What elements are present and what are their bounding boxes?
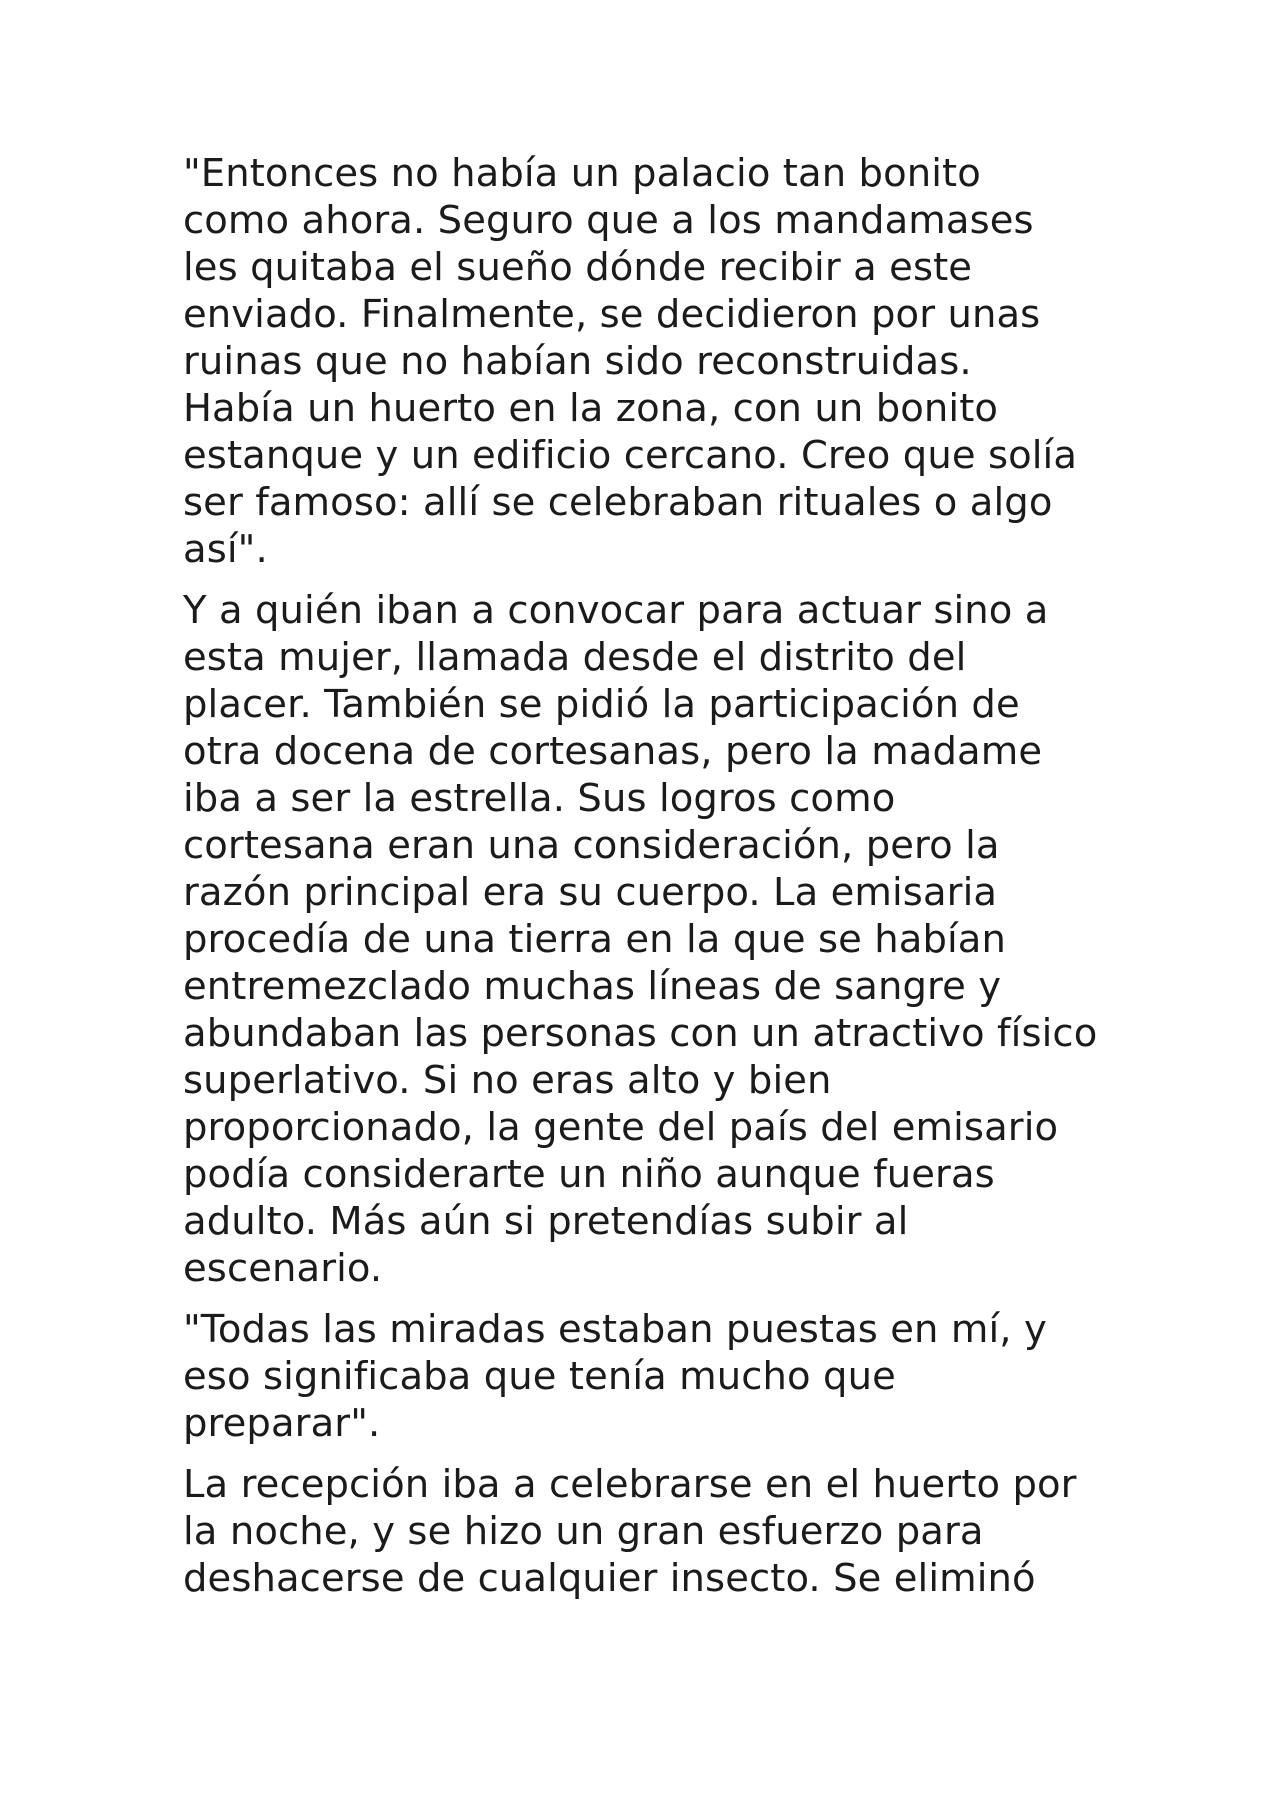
text-line: otra docena de cortesanas, pero la madame bbox=[183, 729, 1043, 774]
text-line: enviado. Finalmente, se decidieron por unas bbox=[183, 292, 1041, 337]
text-line: como ahora. Seguro que a los mandamases bbox=[183, 198, 1034, 243]
text-line: ser famoso: allí se celebraban rituales o algo bbox=[183, 480, 1053, 525]
text-line: abundaban las personas con un atractivo físico bbox=[183, 1011, 1098, 1056]
text-line: cortesana eran una consideración, pero la bbox=[183, 823, 1000, 868]
paragraph-3 bbox=[183, 1306, 1143, 1447]
text-line: "Entonces no había un palacio tan bonito bbox=[183, 151, 981, 196]
text-line: estanque y un edificio cercano. Creo que solía bbox=[183, 433, 1078, 478]
text-line: superlativo. Si no eras alto y bien bbox=[183, 1058, 832, 1103]
text-line: entremezclado muchas líneas de sangre y bbox=[183, 964, 1002, 1009]
text-line: preparar". bbox=[183, 1401, 381, 1446]
paragraph-4 bbox=[183, 1461, 1143, 1602]
text-line: Y a quién iban a convocar para actuar sino a bbox=[183, 588, 1049, 633]
text-line: placer. También se pidió la participación de bbox=[183, 682, 1020, 727]
text-line: Había un huerto en la zona, con un bonito bbox=[183, 386, 999, 431]
text-line: iba a ser la estrella. Sus logros como bbox=[183, 776, 896, 821]
text-line: la noche, y se hizo un gran esfuerzo para bbox=[183, 1509, 984, 1554]
text-line: "Todas las miradas estaban puestas en mí, y bbox=[183, 1307, 1047, 1352]
text-line: ruinas que no habían sido reconstruidas. bbox=[183, 339, 972, 384]
text-line: les quitaba el sueño dónde recibir a este bbox=[183, 245, 973, 290]
text-line: La recepción iba a celebrarse en el huerto por bbox=[183, 1462, 1077, 1507]
text-line: eso significaba que tenía mucho que bbox=[183, 1354, 896, 1399]
paragraph-2 bbox=[183, 587, 1143, 1292]
paragraph-1 bbox=[183, 150, 1143, 573]
text-line: adulto. Más aún si pretendías subir al bbox=[183, 1199, 909, 1244]
text-line: procedía de una tierra en la que se habían bbox=[183, 917, 1007, 962]
text-column bbox=[183, 150, 1143, 1602]
text-line: esta mujer, llamada desde el distrito del bbox=[183, 635, 967, 680]
text-line: podía considerarte un niño aunque fueras bbox=[183, 1152, 995, 1197]
text-line: deshacerse de cualquier insecto. Se eliminó bbox=[183, 1556, 1036, 1601]
text-line: así". bbox=[183, 527, 268, 572]
text-line: escenario. bbox=[183, 1246, 383, 1291]
text-line: razón principal era su cuerpo. La emisaria bbox=[183, 870, 998, 915]
text-line: proporcionado, la gente del país del emisario bbox=[183, 1105, 1059, 1150]
